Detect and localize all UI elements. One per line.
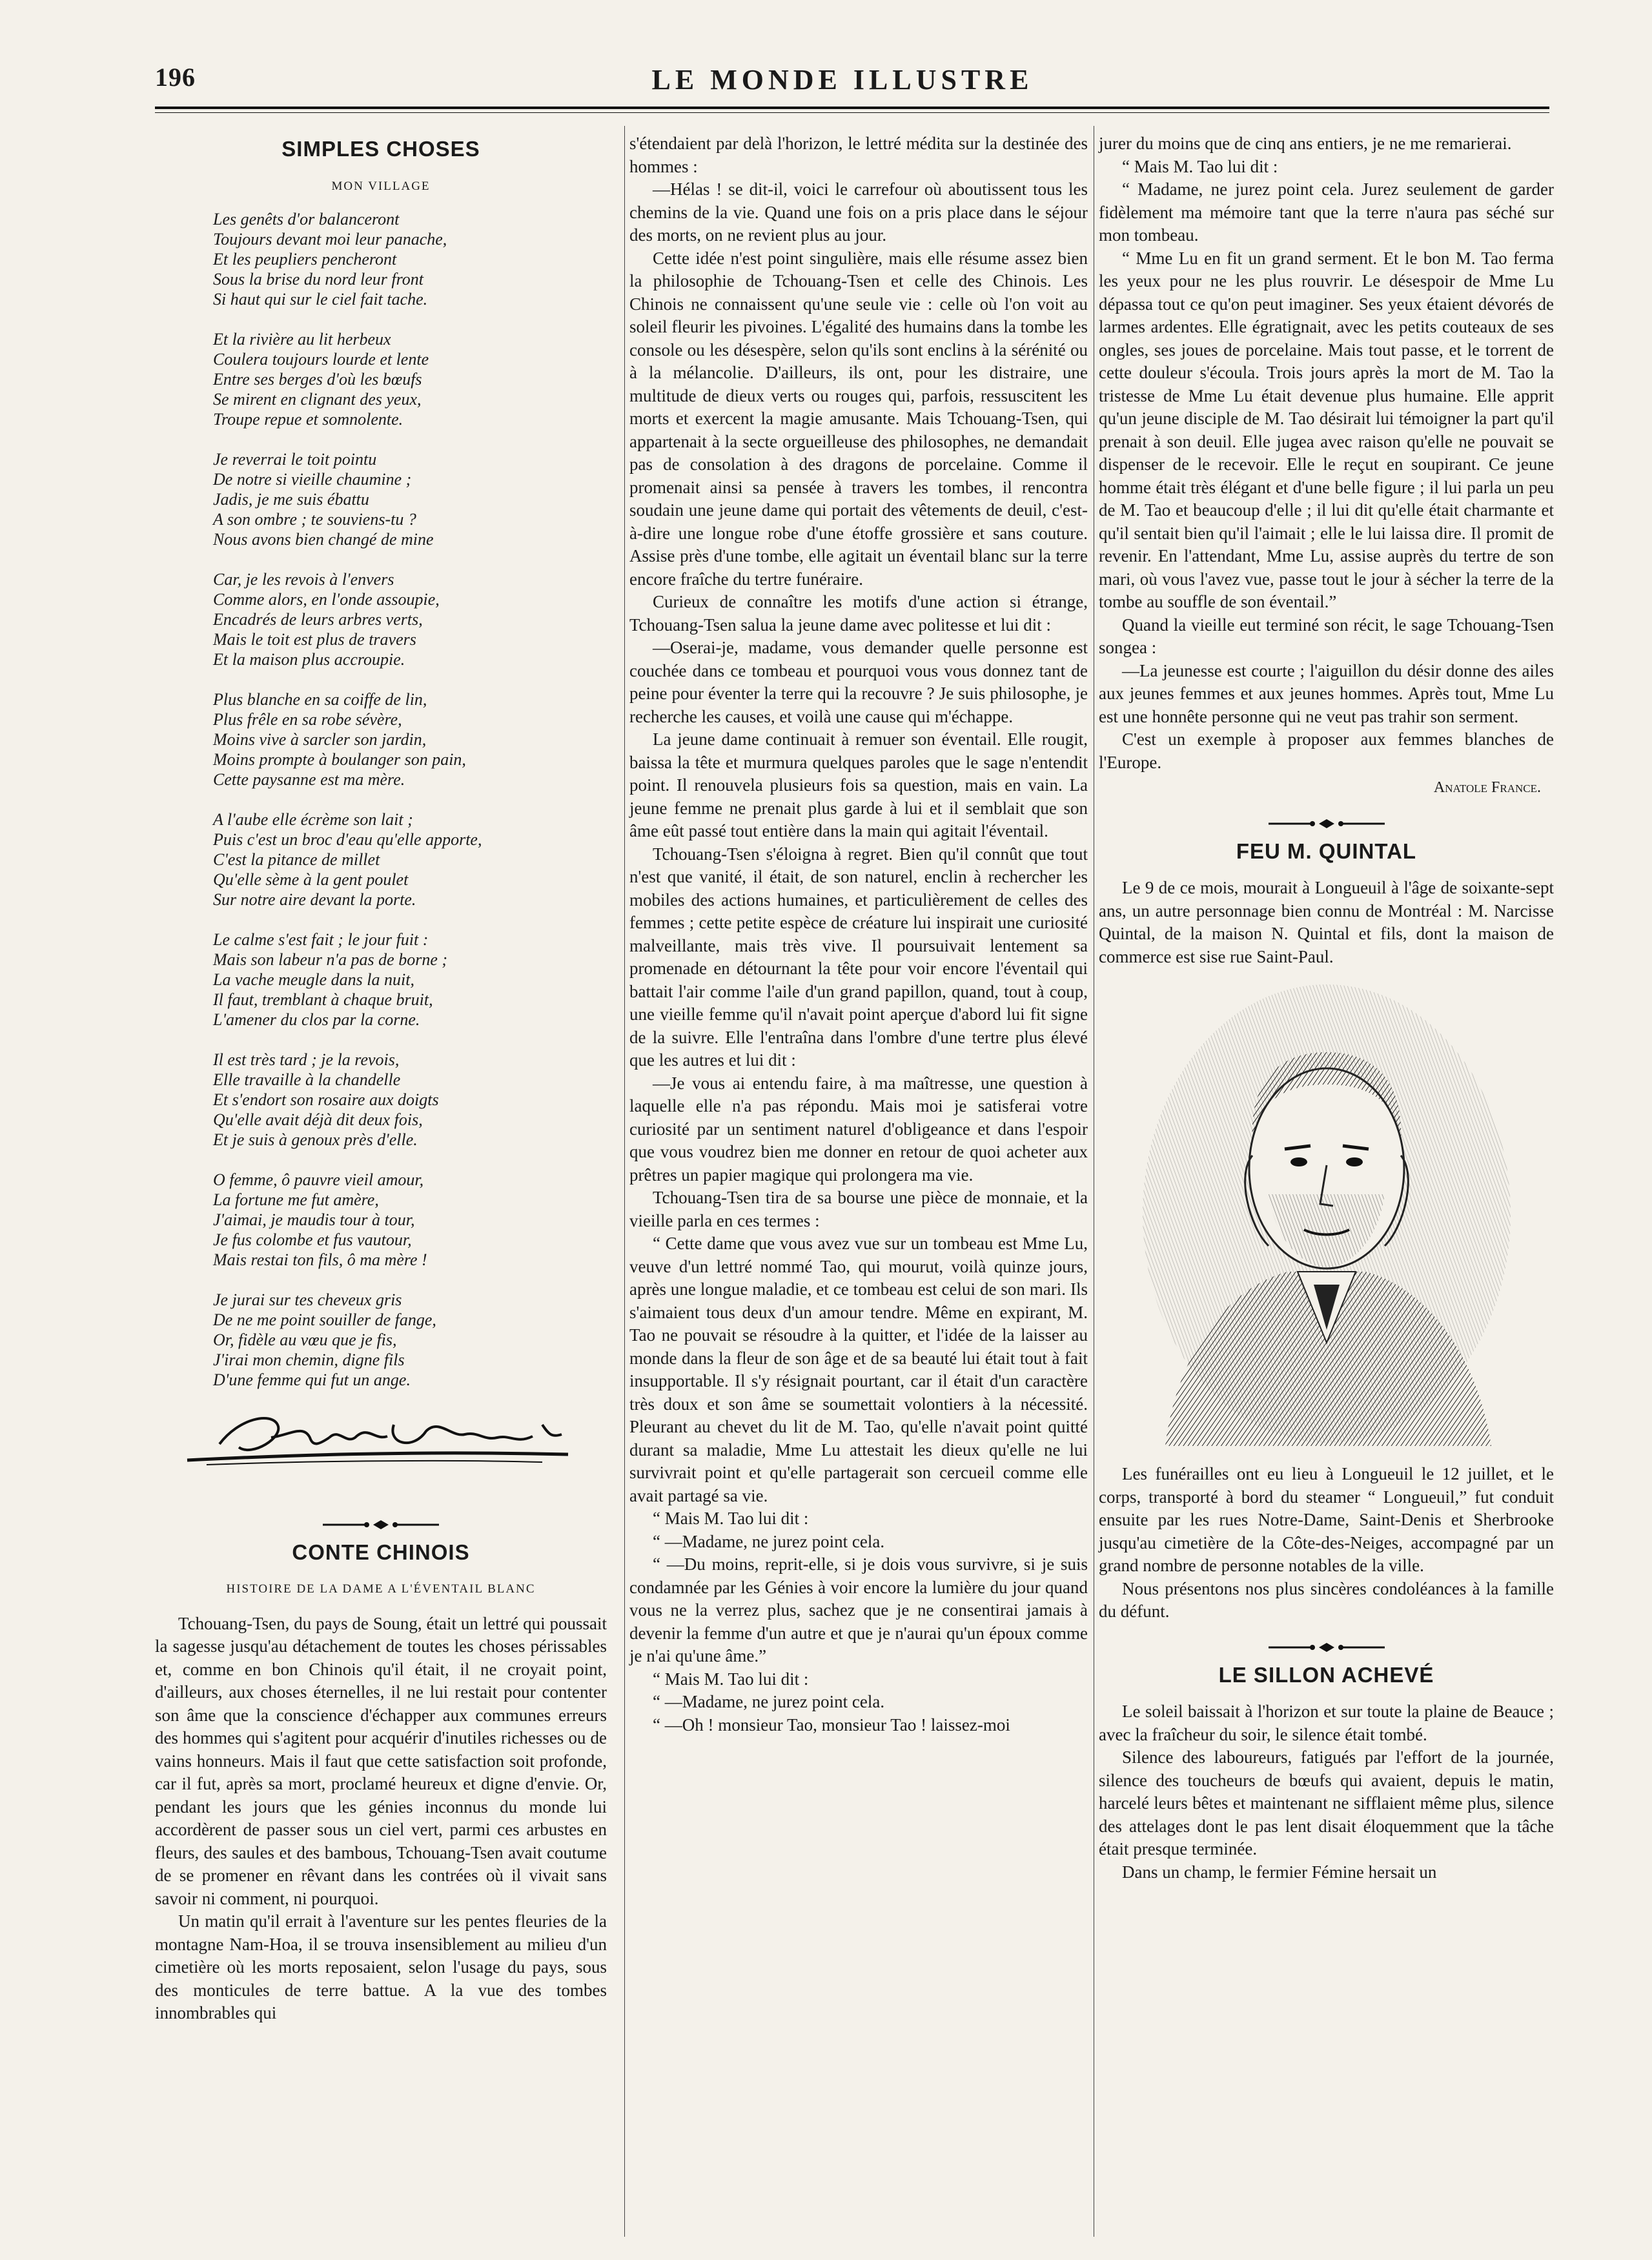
poem-line: Entre ses berges d'où les bœufs [213, 370, 422, 389]
ornament-divider [1099, 1636, 1554, 1649]
paragraph: —Hélas ! se dit-il, voici le carrefour où aboutissent tous les chemins de la vie. Quand une fois on a pris place dans le séjour des morts, on ne revient plus au jour. [629, 179, 1088, 245]
column-1 [155, 132, 607, 2025]
poem-line: Sur notre aire devant la porte. [213, 890, 416, 909]
poem-line: O femme, ô pauvre vieil amour, [213, 1170, 424, 1189]
story-subtitle: HISTOIRE DE LA DAME A L'ÉVENTAIL BLANC [226, 1582, 536, 1596]
poem-stanza [213, 809, 607, 910]
poem-line: Et je suis à genoux près d'elle. [213, 1130, 418, 1149]
paragraph: Le soleil baissait à l'horizon et sur toute la plaine de Beauce ; avec la fraîcheur du soir, le silence était tombé. [1099, 1702, 1554, 1744]
poem-line: Et les peupliers pencheront [213, 250, 397, 269]
paragraph: Un matin qu'il errait à l'aventure sur les pentes fleuries de la montagne Nam-Hoa, il se trouva insensiblement au milieu d'un cimetière où les morts reposaient, selon l'usage du pays, sous des monticules de terre battue. A la vue des tombes innombrables qui [155, 1911, 607, 2022]
poem-stanza [213, 689, 607, 789]
paragraph: “ Mais M. Tao lui dit : [1122, 156, 1278, 176]
paragraph: s'étendaient par delà l'horizon, le lettré médita sur la destinée des hommes : [629, 134, 1088, 176]
poem-stanza [213, 449, 607, 549]
page-number: 196 [155, 63, 196, 92]
poem-title: SIMPLES CHOSES [281, 137, 480, 161]
column-2 [629, 132, 1088, 1736]
poem-line: Je jurai sur tes cheveux gris [213, 1290, 402, 1309]
handwritten-signature [181, 1399, 581, 1476]
paragraph: “ —Oh ! monsieur Tao, monsieur Tao ! laissez-moi [653, 1715, 1010, 1735]
poem-line: Coulera toujours lourde et lente [213, 350, 429, 369]
paragraph: Tchouang-Tsen, du pays de Soung, était un lettré qui poussait la sagesse jusqu'au détachement de toutes les choses périssables et, comme en bon Chinois qu'il était, il ne croyait point, d'ailleurs, aux choses éternelles, il ne lui restait pour contenter son âme que la conscience d'échapper aux communes erreurs des hommes qui s'agitent pour acquérir d'inutiles richesses ou de vains honneurs. Mais il faut que cette satisfaction soit profonde, car il fut, après sa mort, proclamé heureux et digne d'envie. Or, pendant les jours que les génies inconnus du monde lui accordèrent de passer sous un ciel vert, parmi ces arbustes en fleurs, des saules et des bambous, Tchouang-Tsen avait coutume de se promener en rêvant dans les contrées où il vivait sans savoir ni comment, ni pourquoi. [155, 1613, 607, 1908]
poem-line: Puis c'est un broc d'eau qu'elle apporte, [213, 830, 482, 849]
paragraph: “ —Du moins, reprit-elle, si je dois vous survivre, si je suis condamnée par les Génies à voir encore la lumière du jour quand vous ne la verrez plus, sachez que je ne consentirai jamais à devenir la femme d'un autre et que je n'aurai qu'un époux comme je n'ai qu'une âme.” [629, 1554, 1088, 1665]
paragraph: “ Mais M. Tao lui dit : [653, 1669, 809, 1689]
paragraph: Dans un champ, le fermier Fémine hersait un [1122, 1862, 1437, 1882]
poem-line: A son ombre ; te souviens-tu ? [213, 510, 416, 529]
poem-line: A l'aube elle écrème son lait ; [213, 810, 413, 829]
poem-line: Se mirent en clignant des yeux, [213, 390, 422, 409]
masthead-title: LE MONDE ILLUSTRE [651, 64, 1034, 96]
paragraph: Nous présentons nos plus sincères condoléances à la famille du défunt. [1099, 1578, 1554, 1621]
poem-line: Et s'endort son rosaire aux doigts [213, 1090, 439, 1109]
poem-line: Si haut qui sur le ciel fait tache. [213, 290, 428, 309]
poem-line: Elle travaille à la chandelle [213, 1070, 401, 1089]
poem-line: Comme alors, en l'onde assoupie, [213, 590, 440, 609]
poem-line: Mais restai ton fils, ô ma mère ! [213, 1250, 427, 1269]
poem-stanza [213, 1050, 607, 1150]
column-3 [1099, 132, 1554, 1884]
ornament-divider [1099, 813, 1554, 826]
poem-line: Troupe repue et somnolente. [213, 410, 403, 429]
paragraph: jurer du moins que de cinq ans entiers, je ne me remarierai. [1099, 134, 1512, 153]
poem-line: D'une femme qui fut un ange. [213, 1370, 411, 1389]
poem-stanza [213, 569, 607, 669]
poem-subtitle: MON VILLAGE [331, 179, 431, 193]
paragraph: La jeune dame continuait à remuer son éventail. Elle rougit, baissa la tête et murmura quelques paroles que le sage n'entendit point. Il renouvela plusieurs fois sa question, mais en vain. La jeune femme ne prenait plus garde à lui et il semblait que son âme eût passé tout entière dans la main qui agitait l'éventail. [629, 729, 1088, 840]
paragraph: “ —Madame, ne jurez point cela. [653, 1531, 885, 1551]
paragraph: “ Mais M. Tao lui dit : [653, 1509, 809, 1528]
paragraph: Silence des laboureurs, fatigués par l'effort de la journée, silence des toucheurs de bœufs qui avaient, depuis le matin, harcelé leurs bêtes et maintenant ne sifflaient même plus, silence des attelages dont le pas lent disait éloquemment que la tâche était presque terminée. [1099, 1747, 1554, 1858]
poem-line: Plus frêle en sa robe sévère, [213, 710, 402, 729]
poem-line: Nous avons bien changé de mine [213, 530, 434, 549]
page-header [155, 62, 1530, 101]
poem-line: Qu'elle avait déjà dit deux fois, [213, 1110, 423, 1129]
poem-line: Mais son labeur n'a pas de borne ; [213, 950, 448, 969]
ornament-divider [155, 1514, 607, 1527]
paragraph: “ Cette dame que vous avez vue sur un tombeau est Mme Lu, veuve d'un lettré nommé Tao, qui mourut, voilà quinze jours, après une longue maladie, et ce tombeau est celui de son mari. Ils s'aimaient tous deux d'un amour tendre. Même en expirant, M. Tao ne pouvait se résoudre à la quitter, et l'idée de la laisser au monde dans la fleur de son âge et de sa beauté lui était tout à fait insupportable. Il s'y résignait pourtant, car il était d'un caractère très doux et son âme se soumettait volontiers à la nécessité. Pleurant au chevet du lit de M. Tao, qu'elle n'avait point quitté durant sa maladie, Mme Lu attestait les dieux qu'elle ne lui survivrait point et qu'elle partagerait son cercueil comme elle avait partagé sa vie. [629, 1234, 1088, 1505]
poem-line: Car, je les revois à l'envers [213, 570, 394, 589]
paragraph: “ Madame, ne jurez point cela. Jurez seulement de garder fidèlement ma mémoire tant que la terre n'aura pas séché sur mon tombeau. [1099, 179, 1554, 245]
poem-line: Qu'elle sème à la gent poulet [213, 870, 409, 889]
paragraph: —Je vous ai entendu faire, à ma maîtresse, une question à laquelle elle n'a pas répondu. Mais moi je satisferai votre curiosité par un sentiment naturel d'obligeance et dans l'espoir que vous voudrez bien me donner en retour de quoi acheter aux prêtres un papier magique qui prolongera ma vie. [629, 1073, 1088, 1185]
poem-line: Toujours devant moi leur panache, [213, 230, 447, 249]
poem-line: Plus blanche en sa coiffe de lin, [213, 690, 427, 709]
poem-line: Je reverrai le toit pointu [213, 450, 377, 469]
poem-line: Sous la brise du nord leur front [213, 270, 423, 289]
paragraph: Le 9 de ce mois, mourait à Longueuil à l'âge de soixante-sept ans, un autre personnage bien connu de Montréal : M. Narcisse Quintal, de la maison N. Quintal et fils, dont la maison de commerce est sise rue Saint-Paul. [1099, 878, 1554, 966]
poem-line: Je fus colombe et fus vautour, [213, 1230, 412, 1249]
paragraph: —Oserai-je, madame, vous demander quelle personne est couchée dans ce tombeau et pourquoi vous vous donnez tant de peine pour éventer la terre qui la recouvre ? Je suis philosophe, je recherche les causes, et voilà une cause qui m'échappe. [629, 638, 1088, 726]
column-divider [624, 126, 625, 2237]
poem-line: Les genêts d'or balanceront [213, 210, 400, 229]
paragraph: Tchouang-Tsen tira de sa bourse une pièce de monnaie, et la vieille parla en ces termes : [629, 1188, 1088, 1230]
obituary-title: FEU M. QUINTAL [1236, 839, 1417, 863]
poem-line: La vache meugle dans la nuit, [213, 970, 414, 989]
poem [213, 209, 607, 1390]
poem-line: Jadis, je me suis ébattu [213, 490, 369, 509]
header-rule-thick [155, 107, 1549, 109]
poem-line: Et la maison plus accroupie. [213, 650, 405, 669]
poem-line: De ne me point souiller de fange, [213, 1310, 436, 1329]
author-signature: Anatole France. [1433, 779, 1541, 796]
poem-line: J'aimai, je maudis tour à tour, [213, 1210, 415, 1229]
poem-line: Cette paysanne est ma mère. [213, 770, 405, 789]
paragraph: Quand la vieille eut terminé son récit, le sage Tchouang-Tsen songea : [1099, 615, 1554, 657]
poem-stanza [213, 1170, 607, 1270]
portrait-engraving [1139, 981, 1514, 1446]
poem-line: J'irai mon chemin, digne fils [213, 1350, 405, 1369]
paragraph: “ Mme Lu en fit un grand serment. Et le bon M. Tao ferma les yeux pour ne les plus rouvrir. Le désespoir de Mme Lu dépassa tout ce qu'on peut imaginer. Ses yeux étaient dévorés de larmes ardentes. Elle égratignait, avec les petits couteaux de ses ongles, ses joues de porcelaine. Mais tout passe, et le torrent de cette douleur s'écoula. Trois jours après la mort de M. Tao la tristesse de Mme Lu était devenue plus humaine. Elle apprit qu'un jeune disciple de M. Tao désirait lui témoigner la part qu'il prenait à son deuil. Elle jugea avec raison qu'elle ne pouvait se dispenser de le recevoir. Elle le reçut en soupirant. Ce jeune homme était très élégant et d'une belle figure ; il lui parla un peu de M. Tao et beaucoup d'elle ; il lui dit qu'elle était charmante et qu'il sentait bien qu'il l'aimait ; elle le lui laissa dire. Il promit de revenir. En l'attendant, Mme Lu, assise auprès du tertre de son mari, où vous l'avez vue, passe tout le jour à sécher la terre de la tombe au souffle de son éventail.” [1099, 248, 1554, 611]
poem-stanza [213, 329, 607, 429]
poem-line: Mais le toit est plus de travers [213, 630, 416, 649]
paragraph: C'est un exemple à proposer aux femmes blanches de l'Europe. [1099, 729, 1554, 772]
poem-line: Il est très tard ; je la revois, [213, 1050, 400, 1069]
poem-line: Le calme s'est fait ; le jour fuit : [213, 930, 429, 949]
paragraph: Curieux de connaître les motifs d'une action si étrange, Tchouang-Tsen salua la jeune dame avec politesse et lui dit : [629, 592, 1088, 635]
header-rule-thin [155, 112, 1549, 113]
story-title: CONTE CHINOIS [292, 1540, 470, 1564]
poem-line: Moins prompte à boulanger son pain, [213, 750, 466, 769]
poem-line: Encadrés de leurs arbres verts, [213, 610, 423, 629]
poem-line: La fortune me fut amère, [213, 1190, 379, 1209]
poem-line: Moins vive à sarcler son jardin, [213, 730, 427, 749]
poem-line: Or, fidèle au vœu que je fis, [213, 1330, 397, 1349]
poem-stanza [213, 930, 607, 1030]
poem-line: Il faut, tremblant à chaque bruit, [213, 990, 433, 1009]
paragraph: Tchouang-Tsen s'éloigna à regret. Bien qu'il connût que tout n'est que vanité, il était, de son naturel, enclin à rechercher les mobiles des actions humaines, et particulièrement de celles des femmes ; cette petite espèce de créature lui inspirait une curiosité malveillante, mais très vive. Il poursuivait lentement sa promenade en détournant la tête pour voir encore l'éventail qui battait l'air comme l'aile d'un grand papillon, quand, tout à coup, une vieille femme qu'il n'avait point aperçue d'abord lui fit signe de la suivre. Elle l'entraîna dans l'ombre d'une tertre plus élevé que les autres et lui dit : [629, 844, 1088, 1070]
poem-stanza [213, 1290, 607, 1390]
poem-line: L'amener du clos par la corne. [213, 1010, 420, 1029]
paragraph: Les funérailles ont eu lieu à Longueuil le 12 juillet, et le corps, transporté à bord du steamer “ Longueuil,” fut conduit ensuite par les rues Notre-Dame, Saint-Denis et Sherbrooke jusqu'au cimetière de la Côte-des-Neiges, accompagné par un grand nombre de personne notables de la ville. [1099, 1464, 1554, 1575]
paragraph: —La jeunesse est courte ; l'aiguillon du désir donne des ailes aux jeunes femmes et aux jeunes hommes. Après tout, Mme Lu est une honnête personne qui ne veut pas trahir son serment. [1099, 660, 1554, 726]
poem-stanza [213, 209, 607, 309]
paragraph: “ —Madame, ne jurez point cela. [653, 1692, 885, 1711]
poem-line: De notre si vieille chaumine ; [213, 470, 412, 489]
poem-line: Et la rivière au lit herbeux [213, 330, 391, 349]
poem-line: C'est la pitance de millet [213, 850, 380, 869]
story-title: LE SILLON ACHEVÉ [1218, 1662, 1434, 1687]
paragraph: Cette idée n'est point singulière, mais elle résume assez bien la philosophie de Tchouang-Tsen et celle des Chinois. Les Chinois ne connaissent qu'une seule vie : celle où l'on voit au soleil fleurir les pivoines. L'égalité des humains dans la tombe les console ou les désespère, selon qu'ils sont enclins à la sérénité ou à la mélancolie. D'ailleurs, ils ont, pour les distraire, une multitude de dieux verts ou rouges qui, parfois, ressuscitent les morts et exercent la magie amusante. Mais Tchouang-Tsen, qui appartenait à la secte orgueilleuse des philosophes, ne demandait pas de consolation à des dragons de porcelaine. Comme il promenait ainsi sa pensée à travers les tombes, il rencontra soudain une jeune dame qui portait des vêtements de deuil, c'est-à-dire une longue robe d'une étoffe grossière et sans couture. Assise près d'une tombe, elle agitait un éventail blanc sur la terre encore fraîche du tertre funéraire. [629, 248, 1088, 589]
